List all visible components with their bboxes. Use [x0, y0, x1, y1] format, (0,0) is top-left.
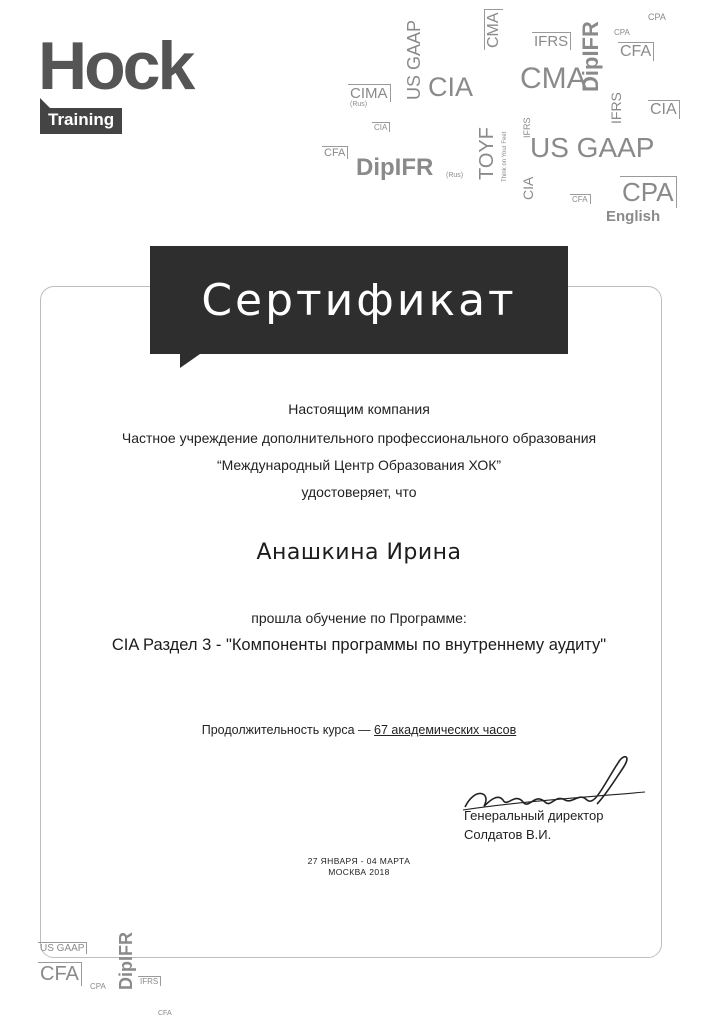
- wm-bottom-ifrs: IFRS: [138, 976, 161, 986]
- duration-label: Продолжительность курса —: [201, 723, 375, 737]
- intro-line-4: удостоверяет, что: [301, 484, 417, 500]
- wm-cma-1: CMA: [484, 9, 503, 50]
- signatory-title: Генеральный директор: [464, 808, 604, 823]
- wm-ifrs-3: IFRS: [522, 117, 532, 138]
- wm-bottom-dipifr: DipIFR: [116, 932, 136, 990]
- course-duration: [60, 723, 658, 737]
- wm-cfa-1: CFA: [618, 42, 654, 61]
- wm-rus-2: (Rus): [446, 172, 464, 179]
- logo-training: Training: [40, 108, 122, 134]
- wm-cia-4: CIA: [520, 176, 536, 200]
- wm-dipifr-1: DipIFR: [578, 21, 603, 92]
- intro-line-2: Частное учреждение дополнительного профессионального образования: [121, 430, 597, 446]
- wm-cpa-1: CPA: [648, 12, 666, 22]
- program-lead: прошла обучение по Программе:: [251, 610, 467, 626]
- wm-cia-3: CIA: [372, 122, 390, 132]
- wm-cma-2: CMA: [520, 62, 587, 95]
- wm-toyf: TOYF: [476, 127, 498, 180]
- wm-rus-1: (Rus): [350, 101, 368, 108]
- wm-bottom-cfa: CFA: [38, 962, 82, 986]
- wm-english: English: [606, 208, 661, 225]
- program-name: CIA Раздел 3 - "Компоненты программы по внутреннему аудиту": [111, 636, 607, 654]
- wm-ifrs-2: IFRS: [608, 92, 624, 124]
- intro-line-1: Настоящим компания: [288, 401, 430, 417]
- intro-line-3: “Международный Центр Образования ХОК”: [216, 457, 502, 473]
- wm-usgaap-1: US GAAP: [404, 19, 424, 100]
- wm-dipifr-2: DipIFR: [356, 154, 434, 181]
- wm-cpa-2: CPA: [614, 28, 630, 37]
- course-dates: 27 ЯНВАРЯ - 04 МАРТА: [307, 856, 411, 866]
- wm-bottom-cpa: CPA: [90, 982, 106, 991]
- wm-bottom-usgaap: US GAAP: [38, 942, 87, 954]
- wm-cima: CIMA: [348, 84, 391, 102]
- duration-value: 67 академических часов: [374, 723, 517, 737]
- wm-bottom-cfa-small: CFA: [158, 1010, 172, 1017]
- title-tail: [180, 354, 200, 368]
- wm-think-on-your-feet: Think on Your Feet: [502, 131, 508, 182]
- signatory-name: Солдатов В.И.: [464, 827, 552, 842]
- wm-cia-2: CIA: [648, 100, 680, 119]
- wm-cfa-2: CFA: [322, 146, 348, 159]
- issue-city-year: МОСКВА 2018: [328, 867, 390, 877]
- certificate-title: Сертификат: [150, 246, 568, 354]
- recipient-name: Анашкина Ирина: [256, 540, 462, 565]
- wm-ifrs-1: IFRS: [532, 32, 571, 50]
- wm-cpa-3: CPA: [620, 176, 677, 208]
- wm-usgaap-2: US GAAP: [530, 132, 655, 163]
- wm-cia-1: CIA: [428, 72, 474, 102]
- logo-hock: Hock: [38, 28, 193, 104]
- wm-cfa-3: CFA: [570, 194, 591, 204]
